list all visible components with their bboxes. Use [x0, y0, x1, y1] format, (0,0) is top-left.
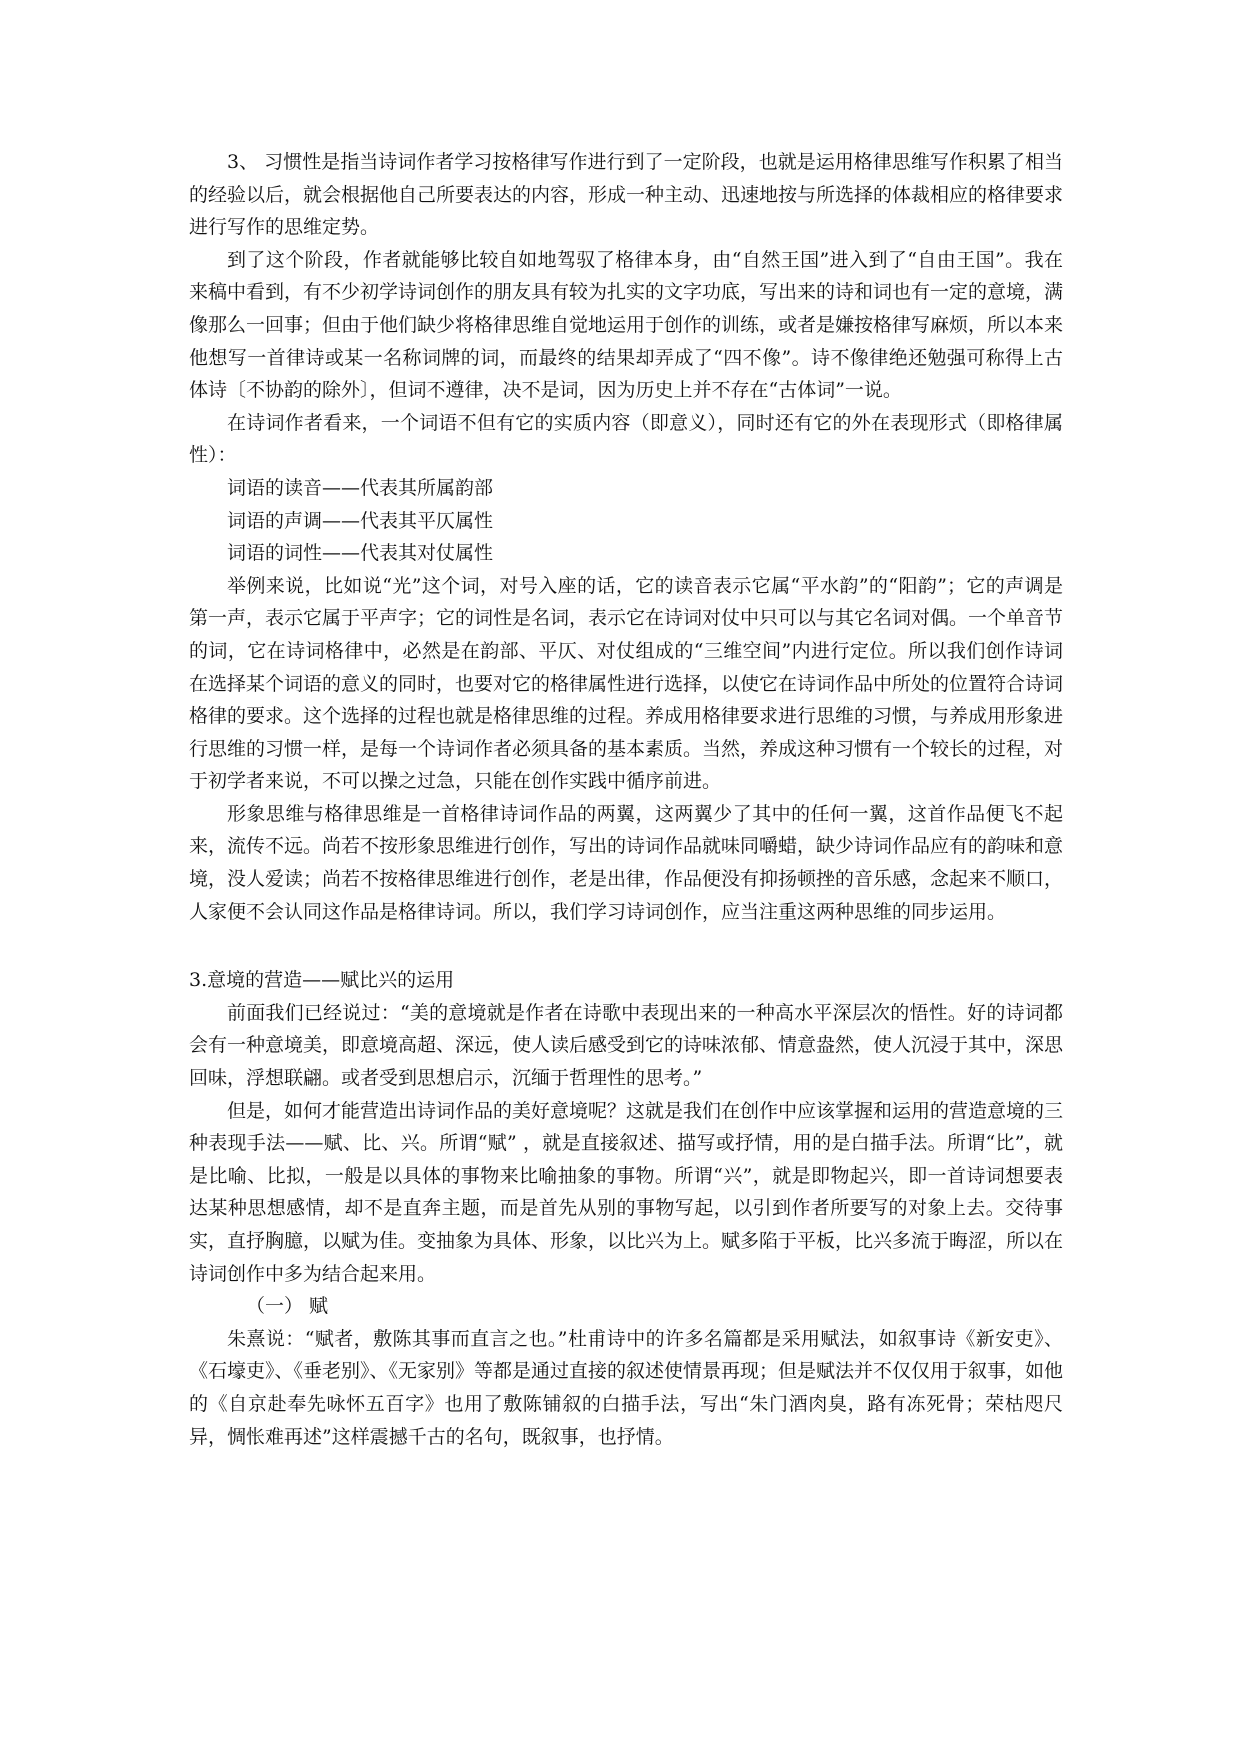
paragraph-freedom-stage: 到了这个阶段，作者就能够比较自如地驾驭了格律本身，由“自然王国”进入到了“自由王国”。我在来稿中看到，有不少初学诗词创作的朋友具有较为扎实的文字功底，写出来的诗和词也有一定的意境，满像那么一回事；但由于他们缺少将格律思维自觉地运用于创作的训练，或者是嫌按格律写麻烦，所以本来他想写一首律诗或某一名称词牌的词，而最终的结果却弄成了“四不像”。诗不像律绝还勉强可称得上古体诗〔不协韵的除外〕，但词不遵律，决不是词，因为历史上并不存在“古体词”一说。 — [189, 248, 1064, 402]
paragraph-habituality: 3、 习惯性是指当诗词作者学习按格律写作进行到了一定阶段，也就是运用格律思维写作积累了相当的经验以后，就会根据他自己所要表达的内容，形成一种主动、迅速地按与所选择的体裁相应的格律要求进行写作的思维定势。 — [189, 151, 1064, 239]
paragraph-fu-bi-xing: 但是，如何才能营造出诗词作品的美好意境呢？这就是我们在创作中应该掌握和运用的营造意境的三种表现手法——赋、比、兴。所谓“赋” ，就是直接叙述、描写或抒情，用的是白描手法。所谓“比”，就是比喻、比拟，一般是以具体的事物来比喻抽象的事物。所谓“兴”，就是即物起兴，即一首诗词想要表达某种思想感情，却不是直奔主题，而是首先从别的事物写起，以引到作者所要写的对象上去。交待事实，直抒胸臆，以赋为佳。变抽象为具体、形象，以比兴为上。赋多陷于平板，比兴多流于晦涩，所以在诗词创作中多为结合起来用。 — [189, 1099, 1064, 1285]
paragraph-two-wings: 形象思维与格律思维是一首格律诗词作品的两翼，这两翼少了其中的任何一翼，这首作品便飞不起来，流传不远。尚若不按形象思维进行创作，写出的诗词作品就味同嚼蜡，缺少诗词作品应有的韵味和意境，没人爱读；尚若不按格律思维进行创作，老是出律，作品便没有抑扬顿挫的音乐感，念起来不顺口，人家便不会认同这作品是格律诗词。所以，我们学习诗词创作，应当注重这两种思维的同步运用。 — [189, 802, 1064, 923]
section-heading: 3.意境的营造——赋比兴的运用 — [189, 969, 455, 992]
list-item-pronunciation: 词语的读音——代表其所属韵部 — [227, 476, 494, 499]
list-item-tone: 词语的声调——代表其平仄属性 — [227, 509, 494, 532]
paragraph-example-guang: 举例来说，比如说“光”这个词，对号入座的话，它的读音表示它属“平水韵”的“阳韵”；它的声调是第一声，表示它属于平声字；它的词性是名词，表示它在诗词对仗中只可以与其它名词对偶。一个单音节的词，它在诗词格律中，必然是在韵部、平仄、对仗组成的“三维空间”内进行定位。所以我们创作诗词在选择某个词语的意义的同时，也要对它的格律属性进行选择，以使它在诗词作品中所处的位置符合诗词格律的要求。这个选择的过程也就是格律思维的过程。养成用格律要求进行思维的习惯，与养成用形象进行思维的习惯一样，是每一个诗词作者必须具备的基本素质。当然，养成这种习惯有一个较长的过程，对于初学者来说，不可以操之过急，只能在创作实践中循序前进。 — [189, 574, 1064, 793]
paragraph-word-attributes: 在诗词作者看来，一个词语不但有它的实质内容（即意义），同时还有它的外在表现形式（即格律属性）： — [189, 411, 1063, 467]
list-item-part-of-speech: 词语的词性——代表其对仗属性 — [227, 542, 494, 565]
document-page — [189, 146, 1063, 1453]
subsection-heading-fu: （一） 赋 — [246, 1295, 329, 1318]
paragraph-artistic-conception: 前面我们已经说过：“美的意境就是作者在诗歌中表现出来的一种高水平深层次的悟性。好的诗词都会有一种意境美，即意境高超、深远，使人读后感受到它的诗味浓郁、情意盎然，使人沉浸于其中，深思回味，浮想联翩。或者受到思想启示，沉缅于哲理性的思考。” — [189, 1001, 1064, 1090]
paragraph-zhu-xi: 朱熹说：“赋者，敷陈其事而直言之也。”杜甫诗中的许多名篇都是采用赋法，如叙事诗《新安吏》、《石壕吏》、《垂老别》、《无家别》等都是通过直接的叙述使情景再现；但是赋法并不仅仅用于叙事，如他的《自京赴奉先咏怀五百字》也用了敷陈铺叙的白描手法，写出“朱门酒肉臭，路有冻死骨；荣枯咫尺异，惆怅难再述”这样震撼千古的名句，既叙事，也抒情。 — [189, 1327, 1064, 1448]
